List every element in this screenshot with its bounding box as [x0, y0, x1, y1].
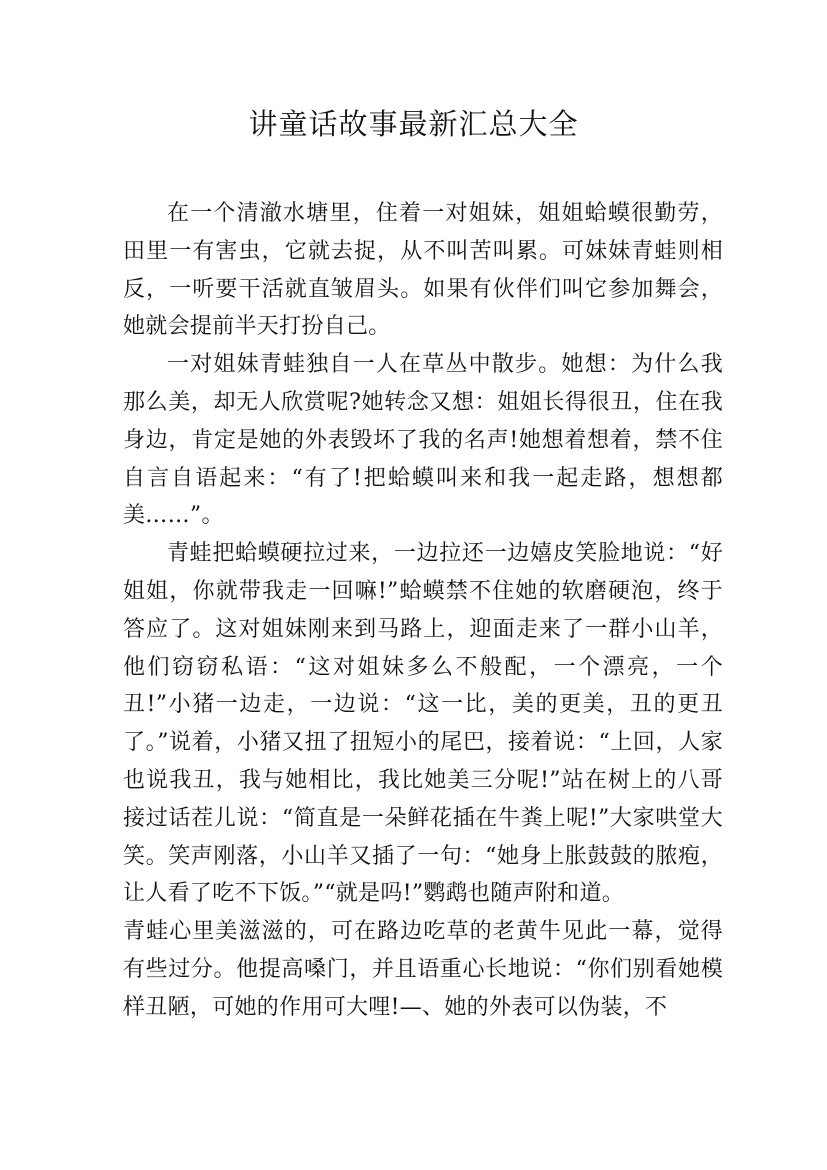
- paragraph-2: 一对姐妹青蛙独自一人在草丛中散步。她想：为什么我那么美，却无人欣赏呢?她转念又想：姐姐长得很丑，住在我身边，肯定是她的外表毁坏了我的名声!她想着想着，禁不住自言自语起来：“有了!把蛤蟆叫来和我一起走路，想想都美……”。: [123, 352, 723, 529]
- paragraph-3: 青蛙把蛤蟆硬拉过来，一边拉还一边嬉皮笑脸地说：“好姐姐，你就带我走一回嘛!”蛤蟆禁不住她的软磨硬泡，终于答应了。这对姐妹刚来到马路上，迎面走来了一群小山羊，他们窃窃私语：“这对姐妹多么不般配，一个漂亮，一个丑!”小猪一边走，一边说：“这一比，美的更美，丑的更丑了。”说着，小猪又扭了扭短小的尾巴，接着说：“上回，人家也说我丑，我与她相比，我比她美三分呢!”站在树上的八哥接过话茬儿说：“简直是一朵鲜花插在牛粪上呢!”大家哄堂大笑。笑声刚落，小山羊又插了一句：“她身上胀鼓鼓的脓疱，让人看了吃不下饭。”“就是吗!”鹦鹉也随声附和道。: [123, 541, 723, 907]
- paragraph-4: 青蛙心里美滋滋的，可在路边吃草的老黄牛见此一幕，觉得有些过分。他提高嗓门，并且语重心长地说：“你们别看她模样丑陋，可她的作用可大哩!—、她的外表可以伪装，不: [123, 919, 723, 1020]
- paragraph-1: 在一个清澈水塘里，住着一对姐妹，姐姐蛤蟆很勤劳，田里一有害虫，它就去捉，从不叫苦叫累。可妹妹青蛙则相反，一听要干活就直皱眉头。如果有伙伴们叫它参加舞会，她就会提前半天打扮自己。: [123, 201, 723, 340]
- page-title: 讲童话故事最新汇总大全: [248, 107, 579, 141]
- document-body: [123, 195, 723, 1027]
